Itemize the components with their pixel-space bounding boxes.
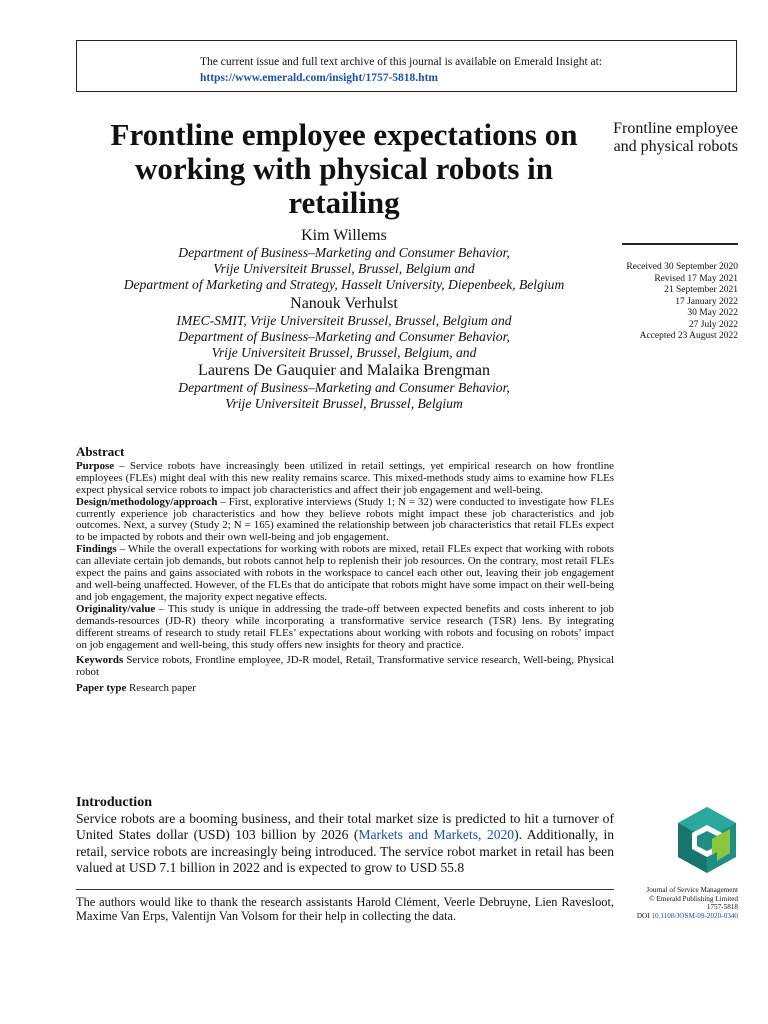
author-affiliation: Vrije Universiteit Brussel, Brussel, Belgium and: [213, 261, 475, 277]
intro-text-part: Service robots are a booming business, and their total market size is predicted to hit a turnover of United States dollar (USD) 103 billion by 2026 (: [76, 811, 614, 843]
author-affiliation: Department of Marketing and Strategy, Hasselt University, Diepenbeek, Belgium: [123, 277, 565, 293]
originality-text: – This study is unique in addressing the trade-off between expected benefits and costs inherent to job demands-resources (JD-R) theory while incorporating a transformative service research (TSR) lens. By integrating different streams of research to study retail FLEs’ expectations about working with robots and focusing on robots’ impact on job engagement and well-being, this study offers new insights for theory and practice.: [76, 602, 614, 651]
history-date: Revised 17 May 2021: [654, 273, 738, 284]
design-text: – First, explorative interviews (Study 1; N = 32) were conducted to investigate how FLEs currently experience job characteristics and how they believe robots might impact these job characteristics and job outcomes. Next, a survey (Study 2; N = 165) examined the relationship between job characteristics that retail FLEs expect to be impacted by robots and their own well-being and job engagement.: [76, 495, 614, 544]
history-date: Accepted 23 August 2022: [639, 331, 738, 341]
history-date: 27 July 2022: [688, 319, 738, 330]
author-affiliation: Vrije Universiteit Brussel, Brussel, Belgium: [225, 396, 463, 412]
findings-text: – While the overall expectations for working with robots are mixed, retail FLEs expect that working with robots can alleviate certain job demands, but robots cannot help to replenish their job resources. On the contrary, most retail FLEs expect the pains and gains associated with robots in the workspace to cancel each other out, leaving their job engagement and well-being unaffected. However, of the FLEs that do anticipate that robots might have some impact on their well-being and job engagement, the majority expect negative effects.: [76, 543, 614, 603]
journal-issn: 1757-5818: [706, 903, 738, 912]
footnote-divider: [76, 889, 614, 890]
history-date: 21 September 2021: [664, 285, 738, 295]
abstract-design: [76, 497, 614, 545]
findings-label: Findings: [76, 543, 117, 556]
doi-line: [590, 912, 738, 921]
abstract-keywords: [76, 655, 614, 679]
author-block: [76, 226, 612, 413]
purpose-label: Purpose: [76, 459, 115, 472]
acknowledgement-footnote: The authors would like to thank the research assistants Harold Clément, Veerle Debruyne, Lien Ravesloot, Maxime Van Erps, Valentijn Van Volsom for their help in collecting the data.: [76, 895, 614, 923]
journal-archive-link[interactable]: https://www.emerald.com/insight/1757-5818.htm: [200, 72, 438, 84]
intro-text-part: ). Additionally, in retail, service robots are increasingly being introduced. The service robot market in retail has been valued at USD 7.1 billion in 2022 and is expected to grow to USD 55.8: [76, 827, 615, 876]
banner-text: [200, 54, 602, 86]
abstract-heading: Abstract: [76, 444, 125, 459]
article-history: [590, 262, 738, 343]
author-affiliation: Department of Business–Marketing and Consumer Behavior,: [178, 328, 510, 344]
keywords-text: Service robots, Frontline employee, JD-R model, Retail, Transformative service research, Well-being, Physical robot: [76, 654, 614, 679]
history-date: 30 May 2022: [687, 308, 738, 318]
history-date: Received 30 September 2020: [626, 262, 738, 272]
article-title: Frontline employee expectations on working with physical robots in retailing: [110, 117, 578, 220]
doi-label: DOI: [636, 911, 650, 920]
originality-label: Originality/value: [76, 602, 156, 615]
author-name: Laurens De Gauquier and Malaika Brengman: [198, 362, 490, 380]
paper-type-text: Research paper: [126, 682, 196, 695]
introduction-section: [76, 795, 614, 877]
banner-line: The current issue and full text archive of this journal is available on Emerald Insight at:: [200, 56, 603, 68]
history-date: 17 January 2022: [675, 296, 738, 307]
design-label: Design/methodology/approach: [76, 495, 218, 508]
purpose-text: – Service robots have increasingly been utilized in retail settings, yet empirical research on how frontline employees (FLEs) might deal with this new reality remains scarce. This mixed-methods study aims to examine how FLEs expect physical service robots to impact job characteristics and affect their job engagement and well-being.: [76, 459, 614, 496]
author-name: Nanouk Verhulst: [290, 294, 398, 312]
abstract-originality: [76, 604, 614, 652]
introduction-heading: Introduction: [76, 795, 152, 810]
author-affiliation: Vrije Universiteit Brussel, Brussel, Belgium, and: [211, 345, 477, 361]
doi-link[interactable]: 10.1108/JOSM-09-2020-0340: [651, 911, 738, 920]
journal-info: [590, 886, 738, 920]
citation-link[interactable]: Markets and Markets, 2020: [358, 827, 515, 843]
abstract: [76, 446, 614, 695]
introduction-text: [76, 811, 614, 877]
running-head-divider: [622, 243, 738, 245]
journal-name: Journal of Service Management: [646, 886, 738, 894]
keywords-label: Keywords: [76, 654, 124, 667]
author-name: Kim Willems: [301, 227, 387, 244]
running-head: Frontline employee and physical robots: [613, 120, 738, 155]
paper-type-label: Paper type: [76, 682, 127, 695]
access-banner: [76, 40, 737, 92]
author-affiliation: Department of Business–Marketing and Consumer Behavior,: [178, 245, 510, 260]
abstract-paper-type: [76, 683, 614, 695]
author-affiliation: Department of Business–Marketing and Consumer Behavior,: [178, 380, 510, 396]
abstract-findings: [76, 544, 614, 604]
author-affiliation: IMEC-SMIT, Vrije Universiteit Brussel, Brussel, Belgium and: [176, 312, 512, 328]
publisher-copyright: © Emerald Publishing Limited: [649, 894, 738, 903]
abstract-purpose: [76, 461, 614, 497]
publisher-logo-icon: [676, 805, 738, 875]
